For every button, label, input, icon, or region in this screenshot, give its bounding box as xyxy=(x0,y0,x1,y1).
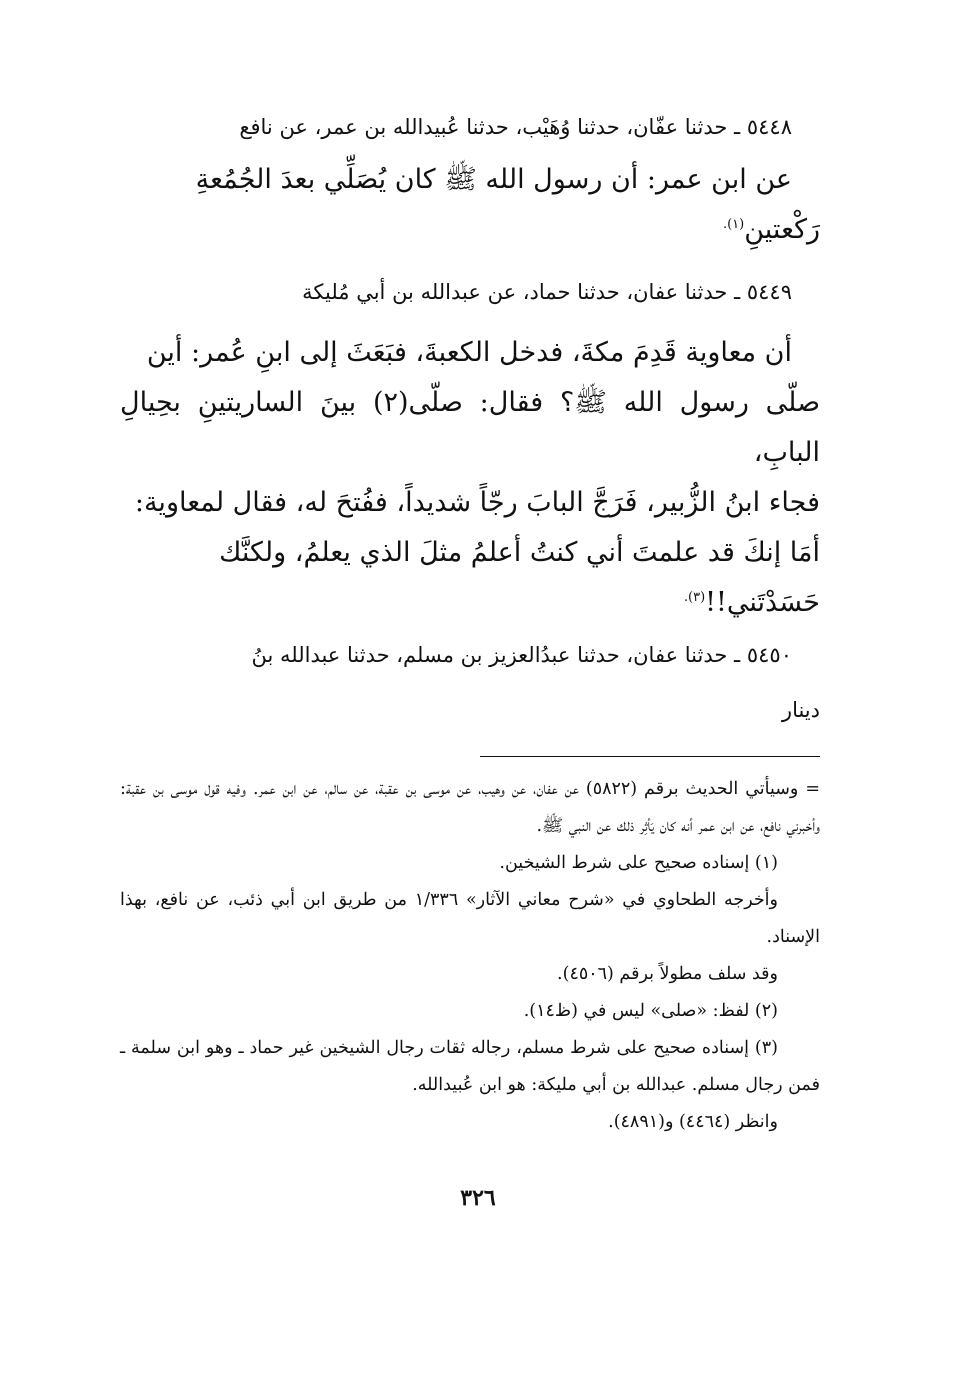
hadith-5450 xyxy=(120,628,820,738)
hadith-text-line: أمَا إنكَ قد علمتَ أني كنتُ أعلمُ مثلَ الذي يعلمُ، ولكنَّك xyxy=(219,537,820,568)
footnote-marker: (١). xyxy=(722,217,745,232)
hadith-chain: ٥٤٤٨ ـ حدثنا عفّان، حدثنا وُهَيْب، حدثنا عُبيدالله بن عمر، عن نافع xyxy=(239,115,792,139)
footnotes xyxy=(120,771,820,1141)
hadith-text-line: أن معاوية قَدِمَ مكةَ، فدخل الكعبةَ، فبَعَثَ إلى ابنِ عُمر: أين xyxy=(146,337,792,368)
hadith-chain: ٥٤٥٠ ـ حدثنا عفان، حدثنا عبدُالعزيز بن مسلم، حدثنا عبدالله بنُ xyxy=(251,643,792,667)
page-body xyxy=(120,100,820,1141)
hadith-chain: ٥٤٤٩ ـ حدثنا عفان، حدثنا حماد، عن عبدالله بن أبي مُليكة xyxy=(302,280,792,304)
hadith-5449 xyxy=(120,265,820,628)
hadith-text-end: حَسَدْتَني!! xyxy=(705,587,820,618)
footnote-1-detail: وقد سلف مطولاً برقم (٤٥٠٦). xyxy=(557,964,778,984)
footnote-1-detail: وأخرجه الطحاوي في «شرح معاني الآثار» ١/٣٣٦ من طريق ابن أبي ذئب، عن نافع، بهذا الإسناد. xyxy=(120,890,820,947)
hadith-text-line: صلّى رسول الله ﷺ؟ فقال: صلّى(٢) بينَ الساريتينِ بحِيالِ البابِ، xyxy=(120,387,821,468)
footnote-marker: (٣). xyxy=(683,590,706,605)
hadith-text-line xyxy=(120,205,820,255)
hadith-text-line: عن ابن عمر: أن رسول الله ﷺ كان يُصَلِّي بعدَ الجُمُعةِ xyxy=(195,164,792,195)
footnote-3-detail: وانظر (٤٤٦٤) و(٤٨٩١). xyxy=(608,1112,778,1132)
footnote-continuation: = وسيأتي الحديث برقم (٥٨٢٢) عن عفان، عن وهيب، عن موسى بن عقبة، عن سالم، عن ابن عمر. وفيه قول موسى بن عقبة: وأخبرني نافع، عن ابن عمر أنه كان يَأثِر ذلك عن النبي ﷺ. xyxy=(120,779,820,836)
footnote-2: (٢) لفظ: «صلى» ليس في (ظ١٤). xyxy=(523,1001,778,1021)
hadith-text-line xyxy=(120,578,820,628)
hadith-chain-continuation: دينار xyxy=(781,698,820,722)
page-number: ٣٢٦ xyxy=(460,1185,496,1211)
hadith-text-line: فجاء ابنُ الزُّبير، فَرَجَّ البابَ رجّاً شديداً، ففُتحَ له، فقال لمعاوية: xyxy=(134,487,820,518)
footnote-divider xyxy=(480,756,820,757)
hadith-5448 xyxy=(120,100,820,255)
footnote-1: (١) إسناده صحيح على شرط الشيخين. xyxy=(499,853,778,873)
footnote-3: (٣) إسناده صحيح على شرط مسلم، رجاله ثقات رجال الشيخين غير حماد ـ وهو ابن سلمة ـ فمن رجال مسلم. عبدالله بن أبي مليكة: هو ابن عُبيدالله. xyxy=(120,1038,820,1095)
hadith-text-end: رَكْعتينِ xyxy=(744,214,820,245)
